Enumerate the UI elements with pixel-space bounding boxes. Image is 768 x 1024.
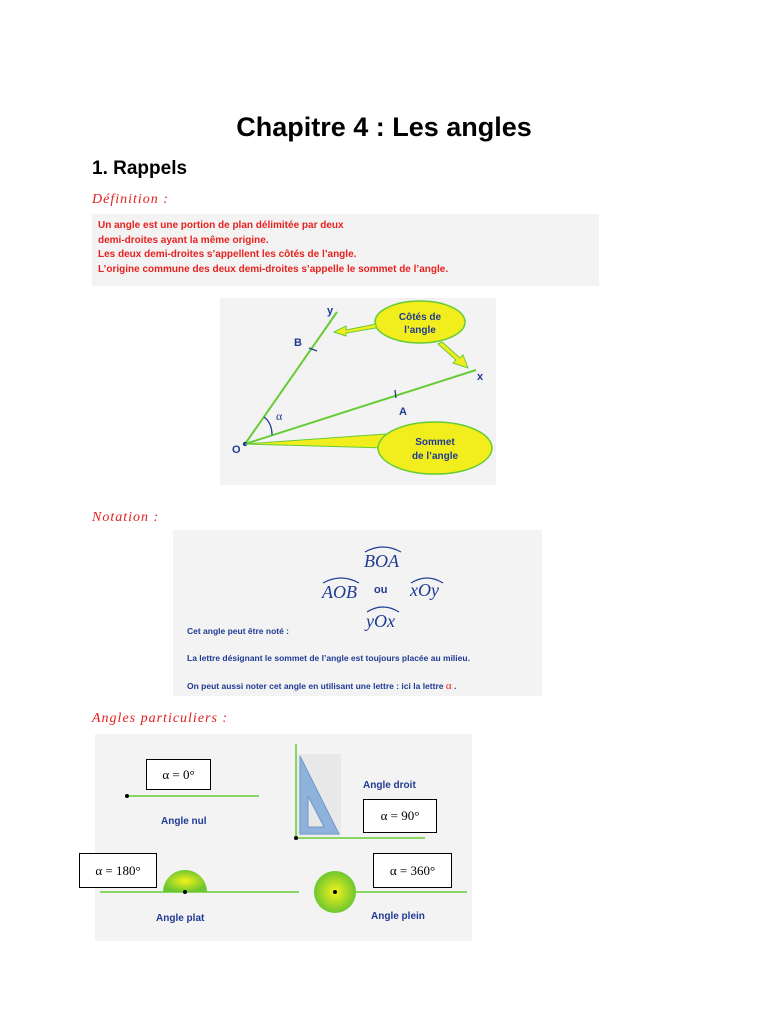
label-y: y xyxy=(327,305,334,317)
flat-angle-label: Angle plat xyxy=(156,913,205,924)
null-angle-label: Angle nul xyxy=(161,816,207,827)
notation-box xyxy=(173,530,542,696)
particular-heading: Angles particuliers : xyxy=(92,711,229,726)
notation-line3-letter: α xyxy=(445,680,452,692)
notation-aob: AOB xyxy=(322,582,357,602)
section-heading: 1. Rappels xyxy=(92,158,188,179)
notation-ou: ou xyxy=(374,584,388,596)
hat-marks xyxy=(173,530,542,630)
full-angle-value: α = 360° xyxy=(373,853,452,888)
definition-line: demi-droites ayant la même origine. xyxy=(98,235,269,246)
label-o: O xyxy=(232,444,241,456)
notation-boa: BOA xyxy=(364,551,399,571)
right-angle-value: α = 90° xyxy=(363,799,437,833)
page-title: Chapitre 4 : Les angles xyxy=(236,112,532,142)
notation-line1: Cet angle peut être noté : xyxy=(187,626,290,636)
notation-line2: La lettre désignant le sommet de l’angle est toujours placée au milieu. xyxy=(187,653,470,663)
right-angle-label: Angle droit xyxy=(363,780,416,791)
full-angle-label: Angle plein xyxy=(371,911,425,922)
notation-heading: Notation : xyxy=(92,510,160,525)
definition-line: Un angle est une portion de plan délimitée par deux xyxy=(98,220,344,231)
notation-xoy: xOy xyxy=(410,580,439,600)
notation-line3 xyxy=(187,680,456,692)
definition-box xyxy=(92,214,599,286)
definition-line: L’origine commune des deux demi-droites s’appelle le sommet de l’angle. xyxy=(98,264,449,275)
bubble-vertex-line2: de l’angle xyxy=(411,451,459,462)
definition-heading: Définition : xyxy=(92,192,169,207)
definition-line: Les deux demi-droites s’appellent les côtés de l’angle. xyxy=(98,249,357,260)
flat-angle-value: α = 180° xyxy=(79,853,157,888)
notation-yox: yOx xyxy=(366,611,395,631)
notation-line3-suffix: . xyxy=(454,681,457,691)
bubble-vertex-line1: Sommet xyxy=(415,437,455,448)
label-alpha: α xyxy=(276,409,283,423)
notation-line3-prefix: On peut aussi noter cet angle en utilisant une lettre : ici la lettre xyxy=(187,681,444,691)
bubble-sides-line2: l’angle xyxy=(404,325,436,336)
angle-figure xyxy=(220,298,496,485)
null-angle-value: α = 0° xyxy=(146,759,211,790)
label-a: A xyxy=(399,406,407,418)
label-b: B xyxy=(294,337,302,349)
label-x: x xyxy=(477,371,484,383)
bubble-sides-line1: Côtés de xyxy=(398,312,442,323)
